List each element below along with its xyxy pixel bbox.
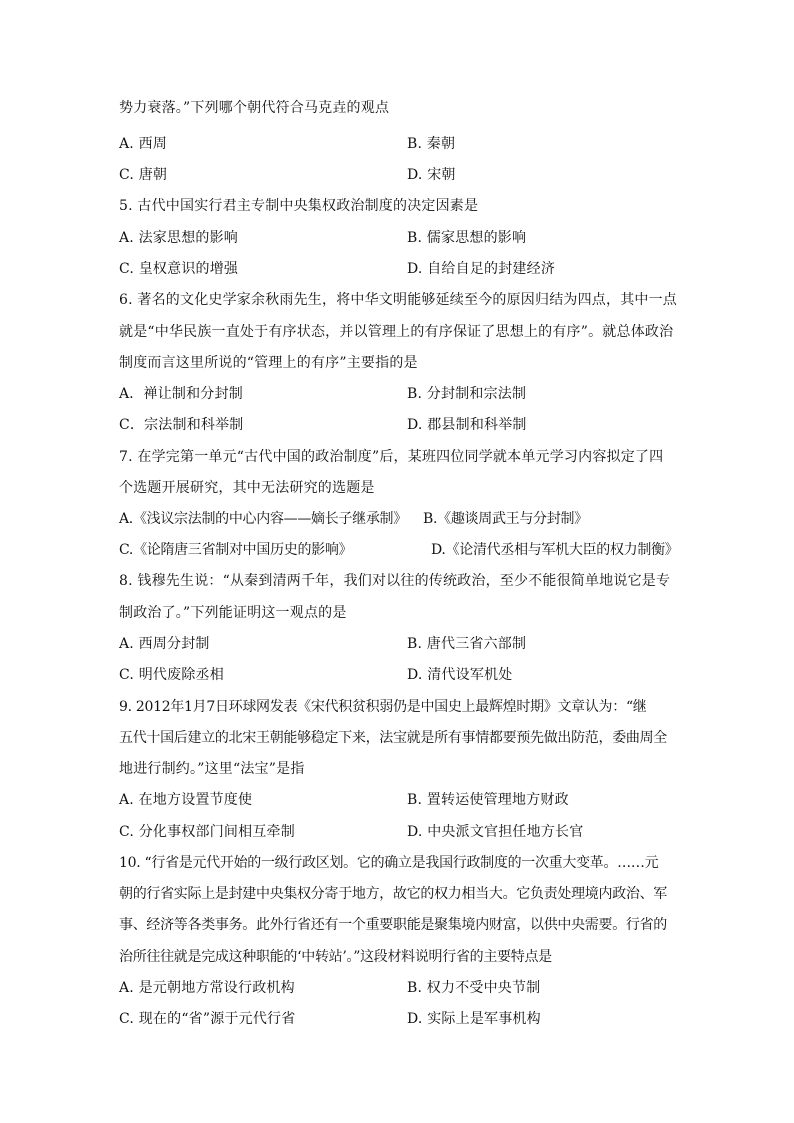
question-5-stem: 5. 古代中国实行君主专制中央集权政治制度的决定因素是 xyxy=(119,198,479,214)
question-6-option-a: A．禅让制和分封制 xyxy=(119,386,243,402)
question-4-option-a: A. 西周 xyxy=(119,136,168,152)
question-8-option-a: A. 西周分封制 xyxy=(119,636,210,652)
question-6-stem-line-3: 制度而言这里所说的“管理上的有序”主要指的是 xyxy=(119,355,418,371)
question-10-option-b: B. 权力不受中央节制 xyxy=(407,980,541,996)
question-9-stem-line-2: 五代十国后建立的北宋王朝能够稳定下来，法宝就是所有事情都要预先做出防范，委曲周全 xyxy=(119,730,667,746)
question-6-stem-line-2: 就是“中华民族一直处于有序状态，并以管理上的有序保证了思想上的有序”。就总体政治 xyxy=(119,324,674,340)
question-9-stem-line-3: 地进行制约。”这里“法宝”是指 xyxy=(119,761,305,777)
question-4-stem-tail: 势力衰落。”下列哪个朝代符合马克垚的观点 xyxy=(119,100,390,116)
question-4-option-d: D. 宋朝 xyxy=(407,167,456,183)
question-10-stem-line-1: 10. “行省是元代开始的一级行政区划。它的确立是我国行政制度的一次重大变革。……元 xyxy=(119,855,659,871)
question-5-option-a: A. 法家思想的影响 xyxy=(119,230,239,246)
question-4-option-b: B. 秦朝 xyxy=(407,136,456,152)
question-6-stem-line-1: 6. 著名的文化史学家余秋雨先生，将中华文明能够延续至今的原因归结为四点，其中一点 xyxy=(119,292,678,308)
question-7-option-b: B.《趣谈周武王与分封制》 xyxy=(423,511,588,527)
question-8-stem-line-1: 8. 钱穆先生说：“从秦到清两千年，我们对以往的传统政治，至少不能很简单地说它是专 xyxy=(119,573,671,589)
question-4-option-c: C. 唐朝 xyxy=(119,167,168,183)
question-7-stem-line-2: 个选题开展研究，其中无法研究的选题是 xyxy=(119,480,375,496)
question-7-stem-line-1: 7. 在学完第一单元“古代中国的政治制度”后，某班四位同学就本单元学习内容拟定了四 xyxy=(119,449,664,465)
question-5-option-c: C. 皇权意识的增强 xyxy=(119,261,239,277)
question-6-option-b: B. 分封制和宗法制 xyxy=(407,386,527,402)
question-8-option-b: B. 唐代三省六部制 xyxy=(407,636,527,652)
question-10-stem-line-2: 朝的行省实际上是封建中央集权分寄于地方，故它的权力相当大。它负责处理境内政治、军 xyxy=(119,886,667,902)
question-8-option-d: D. 清代设军机处 xyxy=(407,667,513,683)
question-5-option-b: B. 儒家思想的影响 xyxy=(407,230,527,246)
question-9-option-c: C. 分化事权部门间相互牵制 xyxy=(119,824,295,840)
question-9-option-b: B. 置转运使管理地方财政 xyxy=(407,792,569,808)
question-10-stem-line-4: 治所往往就是完成这种职能的‘中转站’。”这段材料说明行省的主要特点是 xyxy=(119,949,552,965)
question-10-option-d: D. 实际上是军事机构 xyxy=(407,1011,541,1027)
question-9-stem-line-1: 9. 2012年1月7日环球网发表《宋代积贫积弱仍是中国史上最辉煌时期》文章认为：“继 xyxy=(119,699,647,715)
question-9-option-d: D. 中央派文官担任地方长官 xyxy=(407,824,584,840)
question-8-stem-line-2: 制政治了。”下列能证明这一观点的是 xyxy=(119,605,347,621)
question-7-option-c: C.《论隋唐三省制对中国历史的影响》 xyxy=(119,542,353,558)
question-10-stem-line-3: 事、经济等各类事务。此外行省还有一个重要职能是聚集境内财富，以供中央需要。行省的 xyxy=(119,917,667,933)
question-6-option-d: D. 郡县制和科举制 xyxy=(407,417,527,433)
question-10-option-c: C. 现在的“省”源于元代行省 xyxy=(119,1011,296,1027)
question-10-option-a: A. 是元朝地方常设行政机构 xyxy=(119,980,295,996)
question-6-option-c: C．宗法制和科举制 xyxy=(119,417,244,433)
question-8-option-c: C. 明代废除丞相 xyxy=(119,667,224,683)
question-7-option-d: D.《论清代丞相与军机大臣的权力制衡》 xyxy=(431,542,679,558)
question-5-option-d: D. 自给自足的封建经济 xyxy=(407,261,556,277)
question-9-option-a: A. 在地方设置节度使 xyxy=(119,792,253,808)
question-7-option-a: A.《浅议宗法制的中心内容——嫡长子继承制》 xyxy=(119,511,407,527)
